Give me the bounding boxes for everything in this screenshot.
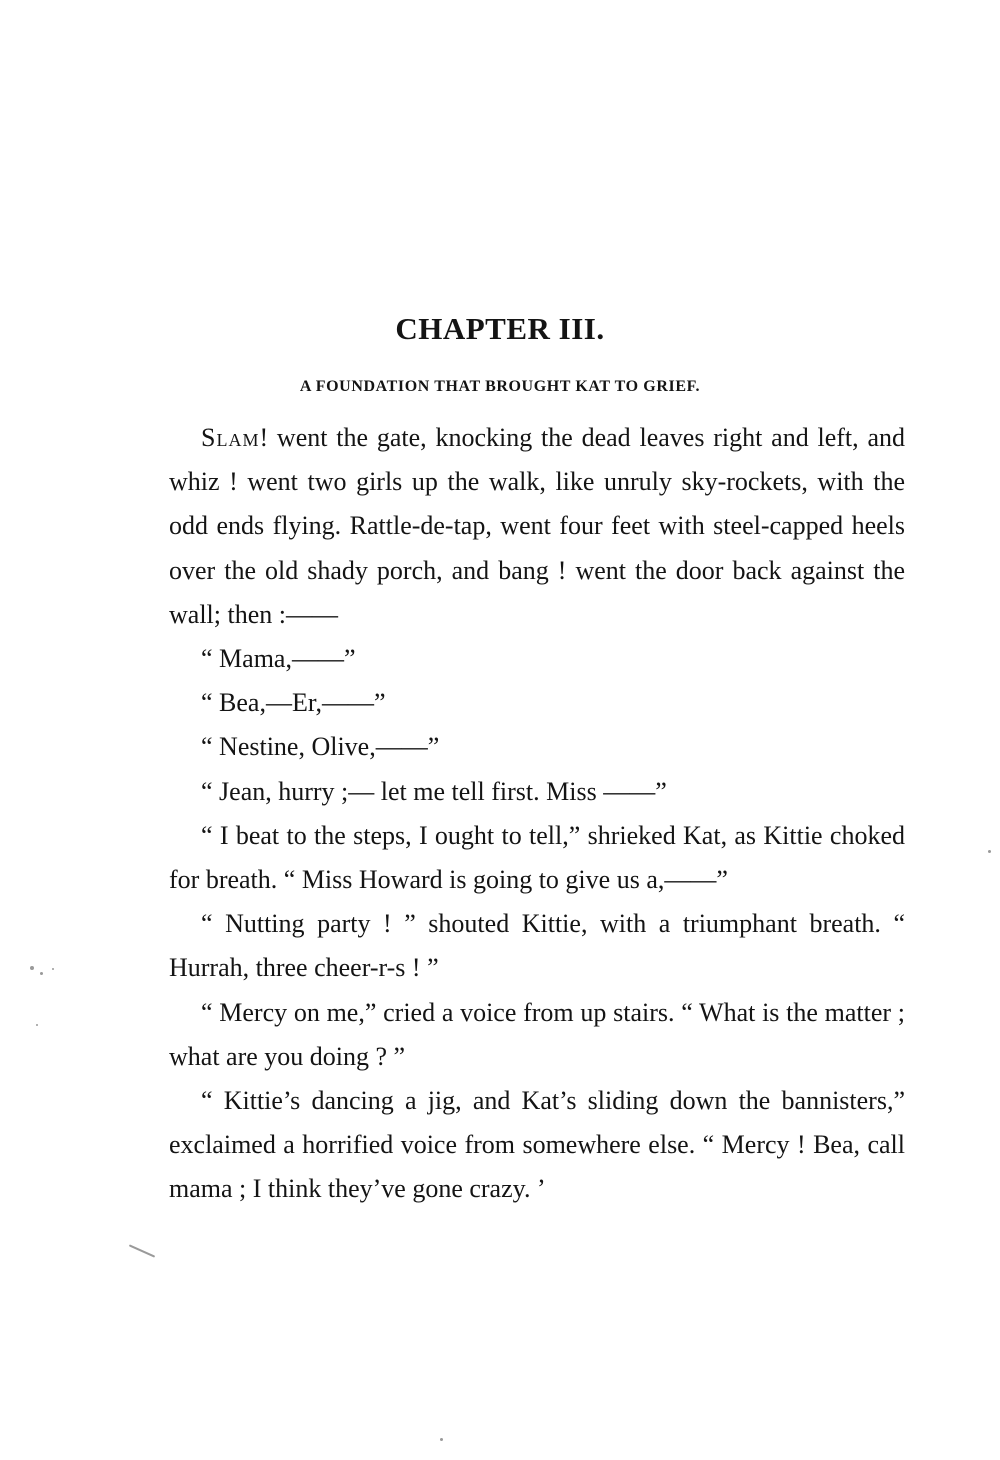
chapter-title: CHAPTER III.: [395, 311, 605, 346]
scan-speck: [30, 966, 34, 970]
paragraph-8: “ Mercy on me,” cried a voice from up stairs. “ What is the matter ; what are you doing ? ”: [169, 997, 905, 1071]
paragraph-3: “ Bea,—Er,——”: [201, 688, 386, 718]
paragraph-4: “ Nestine, Olive,——”: [201, 732, 440, 762]
chapter-body: [169, 416, 905, 1212]
paragraph-1: [169, 416, 905, 637]
scan-speck: [36, 1024, 38, 1026]
scan-speck: [129, 1244, 155, 1257]
chapter-subtitle: A FOUNDATION THAT BROUGHT KAT TO GRIEF.: [299, 378, 701, 395]
paragraph-6: “ I beat to the steps, I ought to tell,” shrieked Kat, as Kittie choked for breath. “ Miss Howard is going to give us a,——”: [169, 820, 905, 895]
drop-lead-word: Slam: [201, 423, 260, 452]
paragraph-2: “ Mama,——”: [201, 644, 356, 674]
scan-speck: [40, 972, 43, 975]
paragraph-7: “ Nutting party ! ” shouted Kittie, with a triumphant breath. “ Hurrah, three cheer-r-s ! ”: [169, 909, 905, 983]
paragraph-5: “ Jean, hurry ;— let me tell first. Miss ——”: [201, 776, 667, 806]
scan-speck: [52, 968, 54, 970]
scan-speck: [440, 1438, 443, 1441]
scan-speck: [988, 850, 991, 853]
paragraph-9: “ Kittie’s dancing a jig, and Kat’s sliding down the bannisters,” exclaimed a horrified voice from somewhere else. “ Mercy ! Bea, call mama ; I think they’ve gone crazy. ’: [169, 1086, 905, 1204]
paragraph-text: ! went the gate, knocking the dead leaves right and left, and whiz ! went two girls up the walk, like unruly sky-rockets, with the odd ends flying. Rattle-de-tap, went four feet with steel-capped heels over the old shady porch, and bang ! went the door back against the wall; then :——: [169, 423, 905, 629]
